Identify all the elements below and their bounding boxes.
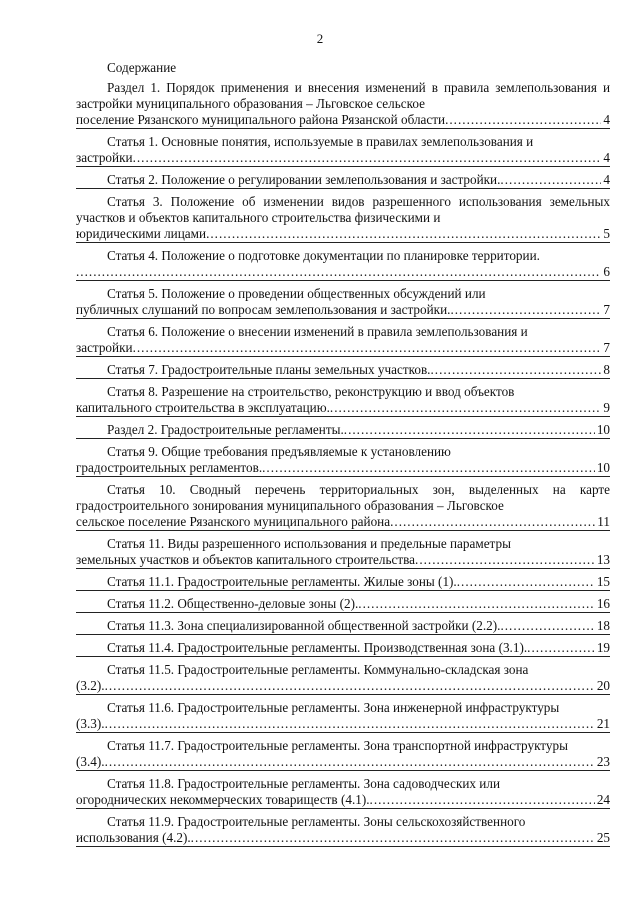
toc-page-number: 4	[603, 172, 610, 187]
toc-entry-text: Статья 11.5. Градостроительные регламенты. Коммунально-складская зона	[107, 662, 529, 677]
toc-entry[interactable]	[76, 662, 610, 695]
toc-entry-text: Статья 10. Сводный перечень территориальных зон, выделенных на карте градостроительного зонирования муниципального образования – Льговское	[76, 482, 610, 513]
dot-leader	[450, 302, 601, 318]
toc-entry-text-end: Статья 2. Положение о регулировании землепользования и застройки.	[107, 172, 501, 187]
toc-entry[interactable]	[76, 80, 610, 129]
toc-page-number: 4	[603, 150, 610, 165]
toc-entry-text-end: земельных участков и объектов капитального строительства	[76, 552, 416, 567]
dot-leader	[358, 596, 595, 612]
toc-page-number: 4	[603, 112, 610, 127]
dot-leader	[330, 400, 602, 416]
toc-page-number: 10	[596, 422, 610, 437]
dot-leader	[457, 574, 595, 590]
toc-entry-text-end: (3.4).	[76, 754, 105, 769]
toc-entries	[76, 80, 610, 847]
dot-leader	[105, 716, 595, 732]
dot-leader	[133, 340, 602, 356]
toc-entry-text: Статья 8. Разрешение на строительство, реконструкцию и ввод объектов	[107, 384, 515, 399]
dot-leader	[262, 460, 595, 476]
toc-entry-text: Статья 11.6. Градостроительные регламенты. Зона инженерной инфраструктуры	[107, 700, 560, 715]
toc-entry[interactable]	[76, 422, 610, 439]
dot-leader	[445, 112, 601, 128]
toc-entry-text-end: Статья 11.4. Градостроительные регламенты. Производственная зона (3.1).	[107, 640, 528, 655]
toc-entry[interactable]	[76, 444, 610, 477]
dot-leader	[500, 618, 594, 634]
toc-entry[interactable]	[76, 384, 610, 417]
toc-entry[interactable]	[76, 248, 610, 281]
toc-page-number: 13	[596, 552, 610, 567]
dot-leader	[390, 514, 595, 530]
toc-entry[interactable]	[76, 324, 610, 357]
toc-entry-text-end: (3.2).	[76, 678, 105, 693]
toc-entry[interactable]	[76, 738, 610, 771]
toc-page-number: 21	[596, 716, 610, 731]
toc-entry[interactable]	[76, 574, 610, 591]
toc-page-number: 18	[596, 618, 610, 633]
toc-entry-text-end: юридическими лицами	[76, 226, 207, 241]
toc-entry-text-end: Статья 11.1. Градостроительные регламенты. Жилые зоны (1).	[107, 574, 457, 589]
toc-entry-text-end: (3.3).	[76, 716, 105, 731]
dot-leader	[527, 640, 595, 656]
toc-entry[interactable]	[76, 536, 610, 569]
toc-page-number: 16	[596, 596, 610, 611]
toc-entry-text: Статья 11.8. Градостроительные регламенты. Зона садоводческих или	[107, 776, 501, 791]
toc-entry-text-end: Статья 7. Градостроительные планы земельных участков.	[107, 362, 431, 377]
toc-entry[interactable]	[76, 134, 610, 167]
toc-entry[interactable]	[76, 286, 610, 319]
toc-entry[interactable]	[76, 814, 610, 847]
toc-entry-text: Раздел 1. Порядок применения и внесения изменений в правила землепользования и застройки муниципального образования – Льговское сельское	[76, 80, 610, 111]
toc-page-number: 19	[596, 640, 610, 655]
toc-page-number: 7	[603, 340, 610, 355]
toc-entry[interactable]	[76, 194, 610, 243]
toc-entry-text-end: поселение Рязанского муниципального района Рязанской области	[76, 112, 446, 127]
toc-entry-text-end: градостроительных регламентов.	[76, 460, 263, 475]
page-number: 2	[316, 31, 324, 46]
dot-leader	[133, 150, 602, 166]
dot-leader	[500, 172, 601, 188]
toc-entry-text: Статья 1. Основные понятия, используемые в правилах землепользования и	[107, 134, 534, 149]
toc-entry-text: Статья 9. Общие требования предъявляемые к установлению	[107, 444, 451, 459]
toc-entry[interactable]	[76, 596, 610, 613]
dot-leader	[76, 264, 601, 280]
table-of-contents	[76, 60, 610, 852]
toc-entry-text: Статья 3. Положение об изменении видов разрешенного использования земельных участков и объектов капитального строительства физическими и	[76, 194, 610, 225]
toc-entry-text-end: капитального строительства в эксплуатацию.	[76, 400, 330, 415]
toc-entry-text-end: застройки	[76, 150, 133, 165]
toc-page-number: 11	[597, 514, 610, 529]
toc-entry-text: Статья 4. Положение о подготовке документации по планировке территории.	[107, 248, 540, 263]
toc-page-number: 23	[596, 754, 610, 769]
toc-entry-text: Статья 11. Виды разрешенного использования и предельные параметры	[107, 536, 511, 551]
dot-leader	[105, 678, 595, 694]
toc-page-number: 15	[596, 574, 610, 589]
toc-page-number: 24	[596, 792, 610, 807]
toc-page-number: 7	[603, 302, 610, 317]
toc-entry[interactable]	[76, 172, 610, 189]
toc-entry-text-end: сельское поселение Рязанского муниципального района	[76, 514, 391, 529]
toc-entry-text: Статья 5. Положение о проведении общественных обсуждений или	[107, 286, 486, 301]
toc-entry-text: Статья 11.9. Градостроительные регламенты. Зоны сельскохозяйственного	[107, 814, 526, 829]
toc-heading: Содержание	[107, 60, 177, 75]
toc-entry[interactable]	[76, 362, 610, 379]
dot-leader	[430, 362, 601, 378]
dot-leader	[206, 226, 601, 242]
toc-entry[interactable]	[76, 776, 610, 809]
toc-entry[interactable]	[76, 640, 610, 657]
toc-entry[interactable]	[76, 700, 610, 733]
toc-entry-text-end: Статья 11.3. Зона специализированной общественной застройки (2.2).	[107, 618, 501, 633]
toc-entry-text-end: Раздел 2. Градостроительные регламенты.	[107, 422, 344, 437]
toc-entry-text-end: Статья 11.2. Общественно-деловые зоны (2).	[107, 596, 359, 611]
toc-page-number: 20	[596, 678, 610, 693]
dot-leader	[344, 422, 595, 438]
toc-page-number: 9	[603, 400, 610, 415]
toc-entry-text: Статья 11.7. Градостроительные регламенты. Зона транспортной инфраструктуры	[107, 738, 568, 753]
dot-leader	[191, 830, 595, 846]
toc-entry-text: Статья 6. Положение о внесении изменений в правила землепользования и	[107, 324, 528, 339]
toc-entry-text-end: публичных слушаний по вопросам землепользования и застройки.	[76, 302, 451, 317]
dot-leader	[370, 792, 595, 808]
toc-page-number: 8	[603, 362, 610, 377]
toc-entry[interactable]	[76, 618, 610, 635]
toc-entry-text-end: использования (4.2).	[76, 830, 191, 845]
dot-leader	[105, 754, 595, 770]
toc-entry-text-end: застройки	[76, 340, 133, 355]
toc-entry[interactable]	[76, 482, 610, 531]
dot-leader	[415, 552, 595, 568]
toc-page-number: 10	[596, 460, 610, 475]
toc-page-number: 5	[603, 226, 610, 241]
toc-page-number: 6	[603, 264, 610, 279]
toc-entry-text-end: огороднических некоммерческих товариществ (4.1).	[76, 792, 370, 807]
toc-page-number: 25	[596, 830, 610, 845]
